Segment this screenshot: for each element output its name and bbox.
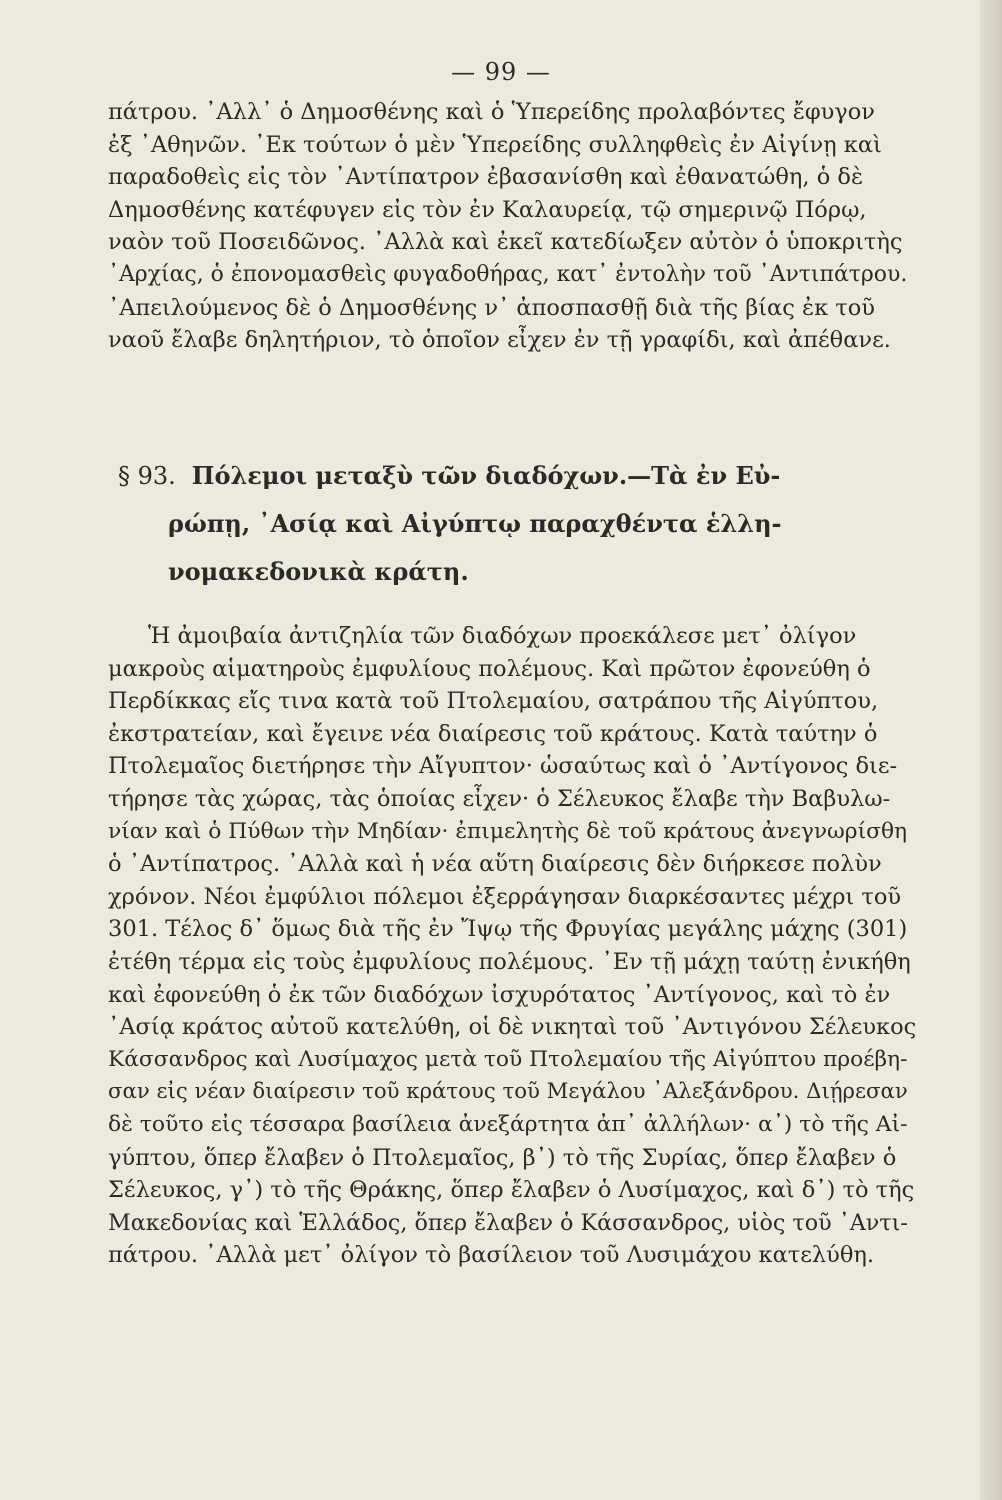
- text-line: ἐκστρατείαν, καὶ ἔγεινε νέα διαίρεσις τοῦ κράτους. Κατὰ ταύτην ὁ: [108, 720, 878, 747]
- text-line: ναὸν τοῦ Ποσειδῶνος. ᾿Αλλὰ καὶ ἐκεῖ κατεδίωξεν αὐτὸν ὁ ὑποκριτὴς: [108, 229, 903, 256]
- text-line: 301. Τέλος δ᾿ ὅμως διὰ τῆς ἐν Ἴψῳ τῆς Φρυγίας μεγάλης μάχης (301): [108, 916, 908, 943]
- text-line: Σέλευκος, γ᾿) τὸ τῆς Θράκης, ὅπερ ἔλαβεν ὁ Λυσίμαχος, καὶ δ᾿) τὸ τῆς: [108, 1177, 915, 1204]
- text-line: Περδίκκας εἴς τινα κατὰ τοῦ Πτολεμαίου, σατράπου τῆς Αἰγύπτου,: [108, 688, 879, 715]
- section-heading: [118, 452, 918, 596]
- text-line: ᾿Ασίᾳ κράτος αὐτοῦ κατελύθη, οἱ δὲ νικηταὶ τοῦ ᾿Αντιγόνου Σέλευκος: [108, 1014, 917, 1041]
- section-heading-line: [118, 452, 918, 500]
- text-line: Ἡ ἀμοιβαία ἀντιζηλία τῶν διαδόχων προεκάλεσε μετ᾿ ὀλίγον: [148, 623, 857, 649]
- paragraph-1: [108, 96, 916, 357]
- text-line: ᾿Αρχίας, ὁ ἐπονομασθεὶς φυγαδοθήρας, κατ᾿ ἐντολὴν τοῦ ᾿Αντιπάτρου.: [108, 261, 908, 287]
- text-line: ᾿Απειλούμενος δὲ ὁ Δημοσθένης ν᾿ ἀποσπασθῇ διὰ τῆς βίας ἐκ τοῦ: [108, 294, 875, 321]
- section-heading-line: ρώπῃ, ᾿Ασίᾳ καὶ Αἰγύπτῳ παραχθέντα ἑλλη-: [168, 509, 782, 538]
- text-line: νίαν καὶ ὁ Πύθων τὴν Μηδίαν· ἐπιμελητὴς δὲ τοῦ κράτους ἀνεγνωρίσθη: [108, 818, 908, 844]
- text-line: καὶ ἐφονεύθη ὁ ἐκ τῶν διαδόχων ἰσχυρότατος ᾿Αντίγονος, καὶ τὸ ἐν: [108, 981, 891, 1008]
- text-line: ὁ ᾿Αντίπατρος. ᾿Αλλὰ καὶ ἡ νέα αὕτη διαίρεσις δὲν διήρκεσε πολὺν: [108, 851, 882, 878]
- text-line: πάτρου. ᾿Αλλὰ μετ᾿ ὀλίγον τὸ βασίλειον τοῦ Λυσιμάχου κατελύθη.: [108, 1242, 875, 1269]
- text-line: τήρησε τὰς χώρας, τὰς ὁποίας εἶχεν· ὁ Σέλευκος ἔλαβε τὴν Βαβυλω-: [108, 785, 891, 812]
- text-line: πάτρου. ᾿Αλλ᾿ ὁ Δημοσθένης καὶ ὁ Ὑπερείδης προλαβόντες ἔφυγον: [108, 99, 875, 125]
- text-line: παραδοθεὶς εἰς τὸν ᾿Αντίπατρον ἐβασανίσθη καὶ ἐθανατώθη, ὁ δὲ: [108, 164, 864, 191]
- text-line: μακροὺς αἱματηροὺς ἐμφυλίους πολέμους. Καὶ πρῶτον ἐφονεύθη ὁ: [108, 655, 871, 682]
- text-line: γύπτου, ὅπερ ἔλαβεν ὁ Πτολεμαῖος, β᾿) τὸ τῆς Συρίας, ὅπερ ἔλαβεν ὁ: [108, 1144, 897, 1171]
- section-title-part: Πόλεμοι μεταξὺ τῶν διαδόχων.—Τὰ ἐν Εὐ-: [191, 461, 781, 490]
- section-number: § 93.: [118, 462, 176, 490]
- text-line: ἐξ ᾿Αθηνῶν. ᾿Εκ τούτων ὁ μὲν Ὑπερείδης συλληφθεὶς ἐν Αἰγίνῃ καὶ: [108, 131, 882, 158]
- text-line: σαν εἰς νέαν διαίρεσιν τοῦ κράτους τοῦ Μεγάλου ᾿Αλεξάνδρου. Διῄρεσαν: [108, 1079, 908, 1105]
- text-line: χρόνον. Νέοι ἐμφύλιοι πόλεμοι ἐξερράγησαν διαρκέσαντες μέχρι τοῦ: [108, 883, 902, 910]
- text-line: Πτολεμαῖος διετήρησε τὴν Αἴγυπτον· ὡσαύτως καὶ ὁ ᾿Αντίγονος διε-: [108, 753, 898, 780]
- text-line: Μακεδονίας καὶ Ἑλλάδος, ὅπερ ἔλαβεν ὁ Κάσσανδρος, υἱὸς τοῦ ᾿Αντι-: [108, 1209, 908, 1236]
- text-line: δὲ τοῦτο εἰς τέσσαρα βασίλεια ἀνεξάρτητα ἀπ᾿ ἀλλήλων· α᾿) τὸ τῆς Αἰ-: [108, 1111, 908, 1137]
- text-line: Κάσσανδρος καὶ Λυσίμαχος μετὰ τοῦ Πτολεμαίου τῆς Αἰγύπτου προέβη-: [108, 1046, 908, 1072]
- page-edge: [980, 0, 1002, 1500]
- text-line: Δημοσθένης κατέφυγεν εἰς τὸν ἐν Καλαυρείᾳ, τῷ σημερινῷ Πόρῳ,: [108, 196, 867, 223]
- page-number: — 99 —: [451, 58, 551, 86]
- paragraph-2: [108, 620, 916, 1272]
- text-line: ἐτέθη τέρμα εἰς τοὺς ἐμφυλίους πολέμους. ᾿Εν τῇ μάχῃ ταύτῃ ἐνικήθη: [108, 948, 911, 975]
- text-line: ναοῦ ἔλαβε δηλητήριον, τὸ ὁποῖον εἶχεν ἐν τῇ γραφίδι, καὶ ἀπέθανε.: [108, 327, 891, 354]
- section-heading-line: νομακεδονικὰ κράτη.: [168, 557, 469, 586]
